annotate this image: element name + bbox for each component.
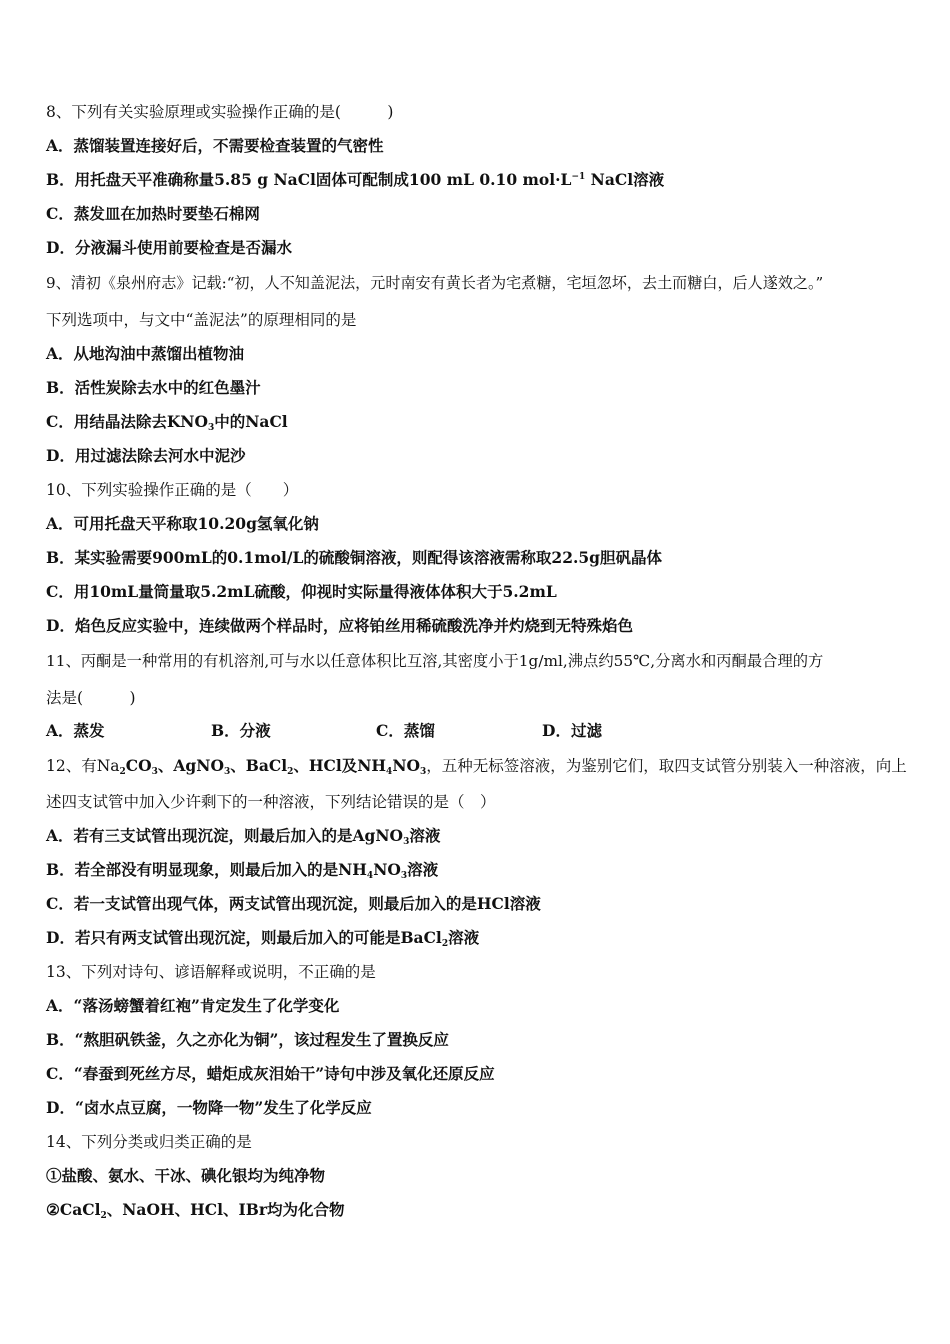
q9-option-d: D．用过滤法除去河水中泥沙 [46,446,246,465]
q12-option-b-post: 溶液 [407,860,439,879]
q12-stem-line1 [46,756,907,776]
q12-option-b-sub: 4 [366,871,374,881]
q12-option-c: C．若一支试管出现气体，两支试管出现沉淀，则最后加入的是HCl溶液 [46,894,541,913]
q14-item-2-pre: ②CaCl [46,1200,101,1219]
q10-option-d: D．焰色反应实验中，连续做两个样品时，应将铂丝用稀硫酸洗净并灼烧到无特殊焰色 [46,616,633,635]
q12-stem-sub: 3 [223,767,231,777]
q12-option-a-post: 溶液 [409,826,441,845]
q13-option-c: C．“春蚕到死丝方尽，蜡炬成灰泪始干”诗句中涉及氧化还原反应 [46,1064,495,1083]
q12-stem-part: ，五种无标签溶液，为鉴别它们，取四支试管分别装入一种溶液，向上 [426,757,907,775]
q12-stem-part: 12、有Na [46,757,120,775]
q11-option-c: C．蒸馏 [376,721,435,740]
q12-option-d-sub: 2 [441,939,449,949]
q9-option-b: B．活性炭除去水中的红色墨汁 [46,378,261,397]
q12-stem-part: 、AgNO [157,756,224,775]
q10-option-c: C．用10mL量筒量取5.2mL硫酸，仰视时实际量得液体体积大于5.2mL [46,582,557,601]
q12-option-a-sub: 3 [403,837,410,847]
q14-item-2-sub: 2 [100,1211,107,1221]
q8-option-a: A．蒸馏装置连接好后，不需要检查装置的气密性 [46,136,384,155]
q12-option-b [46,860,438,880]
q11-option-a: A．蒸发 [46,721,105,740]
q12-option-d [46,928,479,948]
q14-stem: 14、下列分类或归类正确的是 [46,1133,252,1151]
q13-option-d: D．“卤水点豆腐，一物降一物”发生了化学反应 [46,1098,372,1117]
q12-stem-sub: 3 [419,767,427,777]
q12-stem-sub: 2 [287,767,294,777]
q12-stem-line2: 述四支试管中加入少许剩下的一种溶液，下列结论错误的是（ ） [46,793,496,811]
q11-option-b: B．分液 [211,721,271,740]
q8-option-b-post: NaCl溶液 [585,170,665,189]
q14-item-1: ①盐酸、氨水、干冰、碘化银均为纯净物 [46,1166,326,1185]
q12-stem-part: CO [125,756,152,775]
q12-option-b-pre: B．若全部没有明显现象，则最后加入的是NH [46,860,367,879]
q10-option-b: B．某实验需要900mL的0.1mol/L的硫酸铜溶液，则配得该溶液需称取22.5g胆矾晶体 [46,548,662,567]
q9-stem-line2: 下列选项中，与文中“盖泥法”的原理相同的是 [46,311,357,329]
q11-option-d: D．过滤 [542,721,602,740]
q13-stem: 13、下列对诗句、谚语解释或说明，不正确的是 [46,963,376,981]
q8-stem: 8、下列有关实验原理或实验操作正确的是( ) [46,103,394,121]
q9-option-c-sub: 3 [207,423,215,433]
q13-option-a: A．“落汤螃蟹着红袍”肯定发生了化学变化 [46,996,340,1015]
q9-option-a: A．从地沟油中蒸馏出植物油 [46,344,245,363]
q10-stem: 10、下列实验操作正确的是（ ） [46,481,299,499]
q8-option-b [46,170,664,190]
q12-stem-part: NO [392,756,420,775]
q10-option-a: A．可用托盘天平称取10.20g氢氧化钠 [46,514,319,533]
q13-option-b: B．“熬胆矾铁釜，久之亦化为铜”，该过程发生了置换反应 [46,1030,449,1049]
q9-option-c [46,412,288,432]
q12-option-b-sub: 3 [400,871,408,881]
q14-item-2-post: 、NaOH、HCl、IBr均为化合物 [106,1200,345,1219]
q9-option-c-post: 中的NaCl [214,412,288,431]
q12-stem-sub: 4 [386,767,393,777]
q8-option-b-sup: −1 [571,172,586,182]
q11-stem-line1: 11、丙酮是一种常用的有机溶剂,可与水以任意体积比互溶,其密度小于1g/ml,沸点约55℃,分离水和丙酮最合理的方 [46,652,824,670]
q9-option-c-pre: C．用结晶法除去KNO [46,412,208,431]
q8-option-c: C．蒸发皿在加热时要垫石棉网 [46,204,260,223]
q14-item-2 [46,1200,345,1220]
q9-stem-line1: 9、清初《泉州府志》记载:“初，人不知盖泥法，元时南安有黄长者为宅煮糖，宅垣忽坏，去土而糖白，后人遂效之。” [46,274,824,292]
q11-stem-line2: 法是( ) [46,689,136,707]
q12-option-b-mid: NO [373,860,401,879]
q12-option-a [46,826,440,846]
q12-stem-sub: 2 [119,767,126,777]
q12-stem-sub: 3 [151,767,158,777]
q12-option-a-pre: A．若有三支试管出现沉淀，则最后加入的是AgNO [46,826,404,845]
q8-option-b-pre: B．用托盘天平准确称量5.85 g NaCl固体可配制成100 mL 0.10 mol·L [46,170,572,189]
q12-stem-part: 、HCl及NH [293,756,387,775]
q12-option-d-pre: D．若只有两支试管出现沉淀，则最后加入的可能是BaCl [46,928,442,947]
q8-option-d: D．分液漏斗使用前要检查是否漏水 [46,238,292,257]
q12-option-d-post: 溶液 [448,928,480,947]
q12-stem-part: 、BaCl [230,756,288,775]
